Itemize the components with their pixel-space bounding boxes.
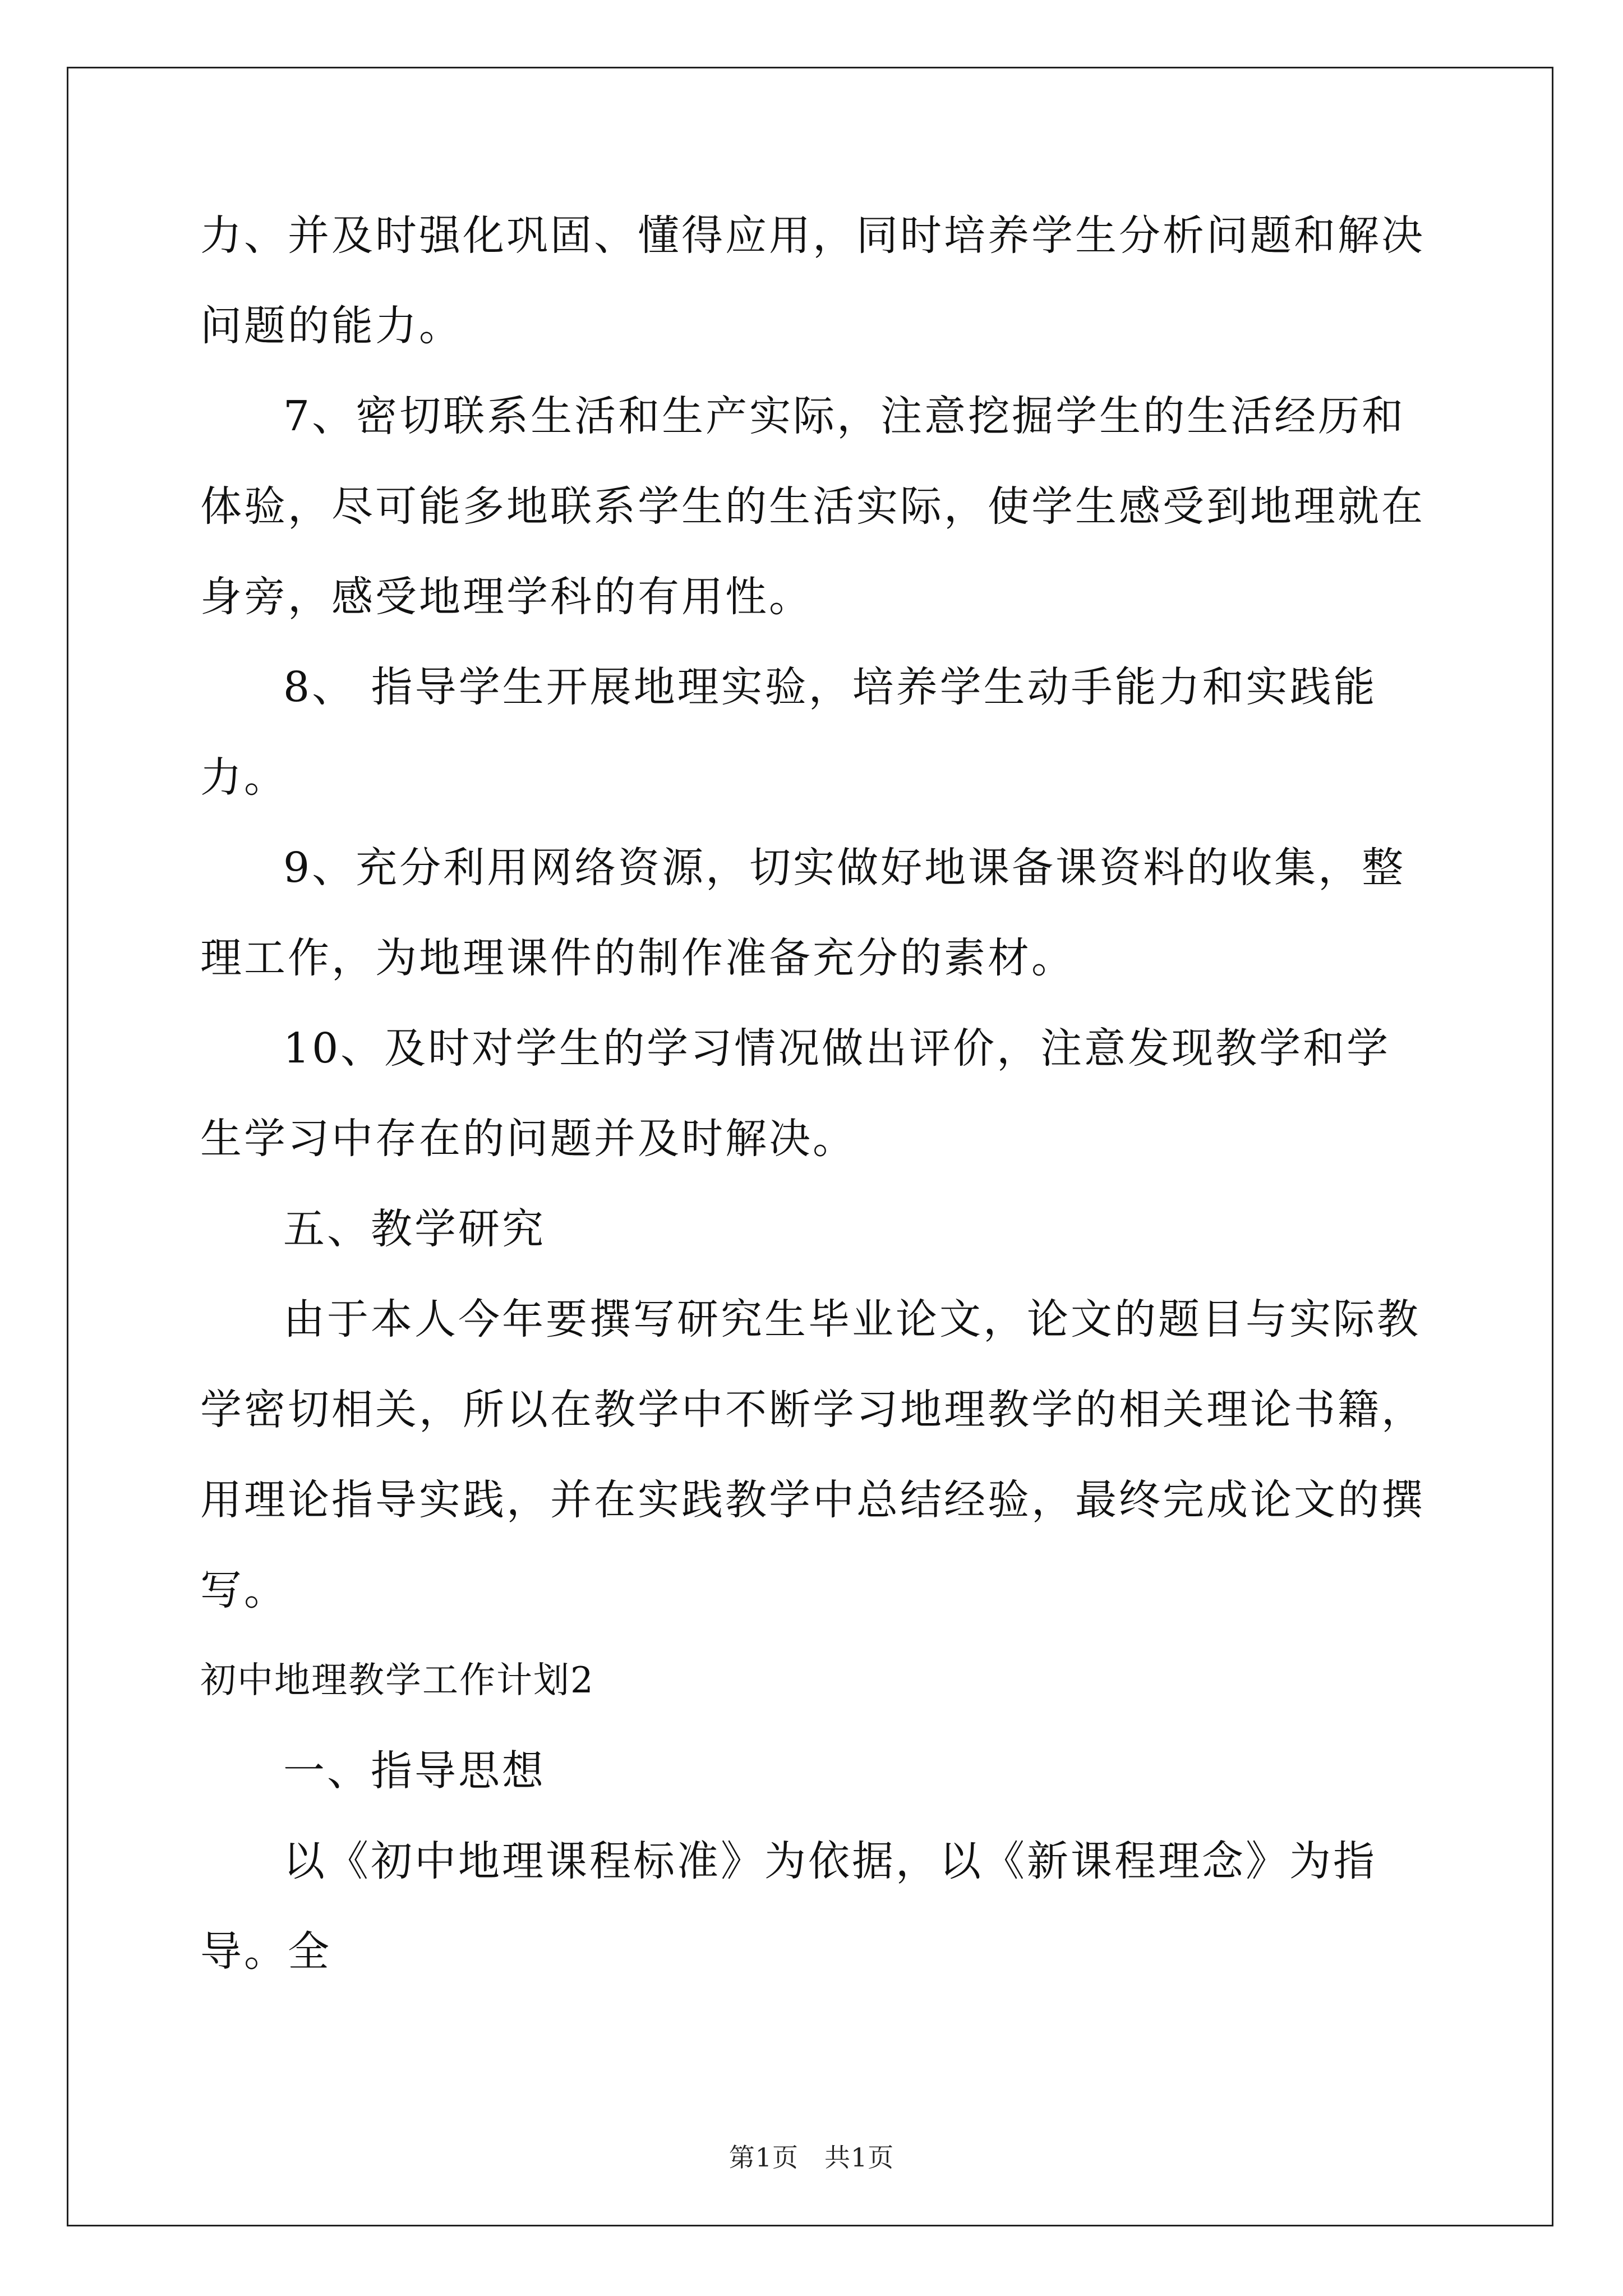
paragraph-4: 9、充分利用网络资源，切实做好地课备课资料的收集，整理工作，为地理课件的制作准备充分的素材。 (200, 844, 1406, 982)
paragraph-10: 以《初中地理课程标准》为依据，以《新课程理念》为指导。全 (200, 1837, 1377, 1976)
section-heading-teaching-research: 五、教学研究 (283, 1205, 546, 1253)
document-body (200, 191, 1434, 1997)
paragraph-5: 10、及时对学生的学习情况做出评价，注意发现教学和学生学习中存在的问题并及时解决。 (200, 1024, 1391, 1163)
page-number: 第1页 (728, 2142, 799, 2173)
page-footer (0, 2137, 1623, 2174)
document-subtitle: 初中地理教学工作计划2 (200, 1660, 594, 1701)
paragraph-3: 8、 指导学生开展地理实验，培养学生动手能力和实践能力。 (200, 663, 1377, 802)
paragraph-7: 由于本人今年要撰写研究生毕业论文，论文的题目与实际教学密切相关，所以在教学中不断学习地理教学的相关理论书籍，用理论指导实践，并在实践教学中总结经验，最终完成论文的撰写。 (200, 1295, 1425, 1614)
paragraph-1: 力、并及时强化巩固、懂得应用，同时培养学生分析问题和解决问题的能力。 (200, 211, 1425, 350)
paragraph-2: 7、密切联系生活和生产实际，注意挖掘学生的生活经历和体验，尽可能多地联系学生的生活实际，使学生感受到地理就在身旁，感受地理学科的有用性。 (200, 392, 1425, 621)
page-total: 共1页 (824, 2142, 895, 2173)
section-heading-guiding-idea: 一、指导思想 (283, 1747, 546, 1795)
